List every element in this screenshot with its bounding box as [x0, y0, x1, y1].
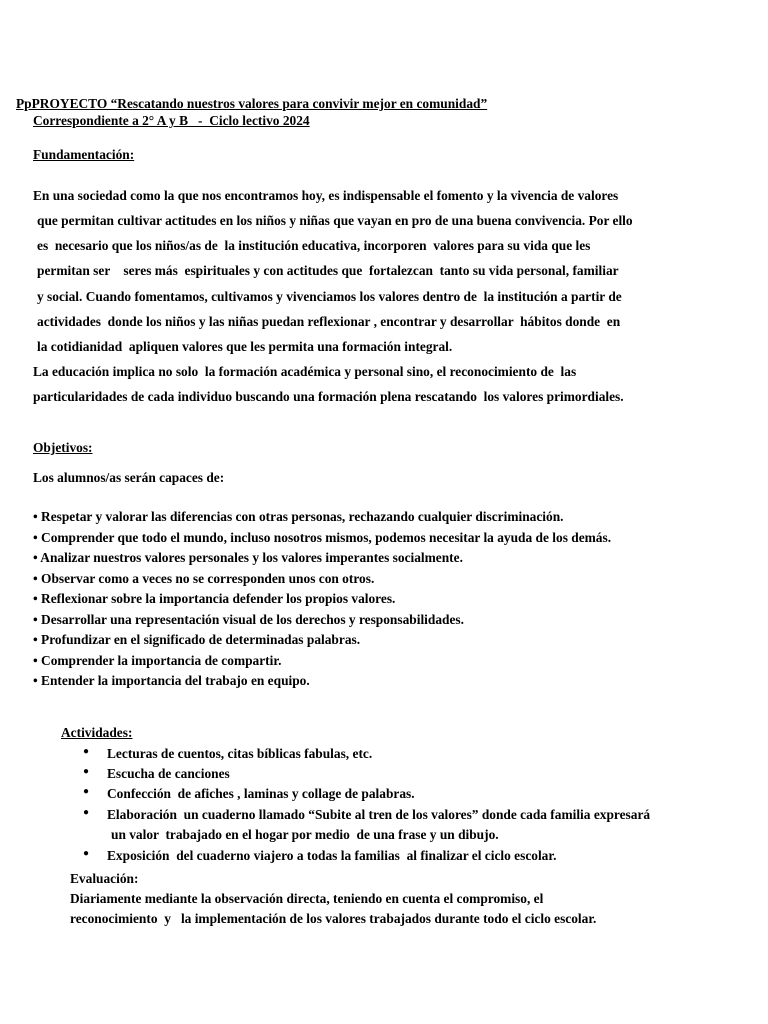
actividad-item: Confección de afiches , laminas y collage de palabras. [107, 786, 415, 801]
actividad-item-continuation: un valor trabajado en el hogar por medio de una frase y un dibujo. [111, 827, 499, 842]
fundamentacion-line: En una sociedad como la que nos encontramos hoy, es indispensable el fomento y la vivencia de valores [33, 188, 619, 203]
actividad-item: Exposición del cuaderno viajero a todas la familias al finalizar el ciclo escolar. [107, 848, 557, 863]
objetivo-item: • Reflexionar sobre la importancia defender los propios valores. [33, 591, 396, 606]
objetivo-item: • Analizar nuestros valores personales y los valores imperantes socialmente. [33, 550, 463, 565]
fundamentacion-line: actividades donde los niños y las niñas puedan reflexionar , encontrar y desarrollar hábitos donde en [37, 314, 621, 329]
objetivo-item: • Desarrollar una representación visual de los derechos y responsabilidades. [33, 612, 464, 627]
evaluacion-heading: Evaluación: [70, 871, 139, 886]
bullet-icon: ● [83, 766, 90, 777]
objetivo-item: • Comprender que todo el mundo, incluso nosotros mismos, podemos necesitar la ayuda de los demás. [33, 530, 612, 545]
fundamentacion-line: particularidades de cada individuo buscando una formación plena rescatando los valores primordiales. [33, 389, 624, 404]
objetivo-item: • Profundizar en el significado de determinadas palabras. [33, 632, 361, 647]
objetivo-item: • Observar como a veces no se corresponden unos con otros. [33, 571, 375, 586]
fundamentacion-line: La educación implica no solo la formación académica y personal sino, el reconocimiento de las [33, 364, 577, 379]
bullet-icon: ● [83, 848, 90, 859]
evaluacion-line: Diariamente mediante la observación directa, teniendo en cuenta el compromiso, el [70, 891, 544, 906]
fundamentacion-line: que permitan cultivar actitudes en los niños y niñas que vayan en pro de una buena convivencia. Por ello [37, 213, 633, 228]
actividad-item: Escucha de canciones [107, 766, 230, 781]
fundamentacion-line: y social. Cuando fomentamos, cultivamos y vivenciamos los valores dentro de la institución a partir de [37, 289, 622, 304]
objetivo-item: • Comprender la importancia de compartir. [33, 653, 282, 668]
objetivo-item: • Entender la importancia del trabajo en equipo. [33, 673, 310, 688]
project-subtitle: Correspondiente a 2° A y B - Ciclo lectivo 2024 [33, 113, 310, 128]
actividad-item: Lecturas de cuentos, citas bíblicas fabulas, etc. [107, 746, 373, 761]
objetivos-intro: Los alumnos/as serán capaces de: [33, 470, 225, 485]
fundamentacion-line: la cotidianidad apliquen valores que les permita una formación integral. [37, 339, 453, 354]
project-title: PpPROYECTO “Rescatando nuestros valores para convivir mejor en comunidad” [16, 96, 488, 111]
fundamentacion-line: es necesario que los niños/as de la institución educativa, incorporen valores para su vida que les [37, 238, 591, 253]
actividades-heading: Actividades: [61, 725, 133, 740]
objetivos-heading: Objetivos: [33, 440, 93, 455]
bullet-icon: ● [83, 807, 90, 818]
fundamentacion-heading: Fundamentación: [33, 147, 135, 162]
evaluacion-line: reconocimiento y la implementación de los valores trabajados durante todo el ciclo escolar. [70, 911, 597, 926]
bullet-icon: ● [83, 746, 90, 757]
bullet-icon: ● [83, 786, 90, 797]
objetivo-item: • Respetar y valorar las diferencias con otras personas, rechazando cualquier discriminación. [33, 509, 564, 524]
actividad-item: Elaboración un cuaderno llamado “Subite al tren de los valores” donde cada familia expresará [107, 807, 651, 822]
fundamentacion-line: permitan ser seres más espirituales y con actitudes que fortalezcan tanto su vida personal, familiar [37, 263, 619, 278]
